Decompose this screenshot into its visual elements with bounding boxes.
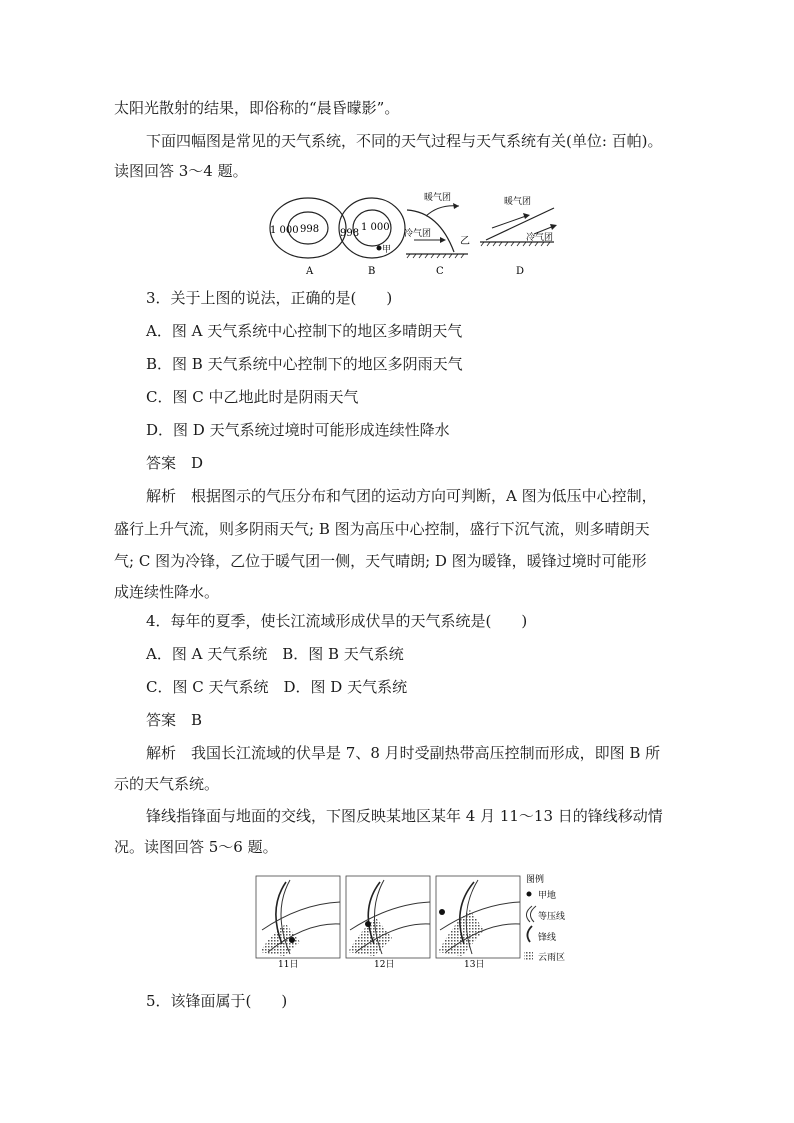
text-line: 下面四幅图是常见的天气系统，不同的天气过程与天气系统有关(单位: 百帕)。	[146, 132, 663, 150]
point-label: 甲	[382, 245, 392, 255]
day-label: 12日	[374, 960, 395, 970]
answer-4: 答案 B	[146, 711, 203, 729]
legend-label: 甲地	[538, 891, 557, 901]
isobar	[262, 902, 340, 930]
explanation-3: 解析 根据图示的气压分布和气团的运动方向可判断，A 图为低压中心控制，	[146, 487, 657, 505]
air-mass-label: 冷气团	[404, 229, 432, 239]
intro-5-6: 况。读图回答 5～6 题。	[114, 838, 278, 856]
text-line: 读图回答 3～4 题。	[114, 162, 248, 180]
legend-label: 等压线	[538, 912, 566, 922]
legend-front-icon	[527, 926, 532, 942]
legend-title: 图例	[526, 875, 545, 885]
isobar	[350, 902, 430, 930]
panel-day-13	[436, 876, 520, 970]
air-mass-label: 暖气团	[504, 197, 532, 207]
option-3d: D．图 D 天气系统过境时可能形成连续性降水	[146, 421, 450, 439]
isobar-label: 1 000	[361, 222, 390, 233]
legend-point-icon	[527, 892, 532, 897]
explanation-3: 盛行上升气流，则多阴雨天气; B 图为高压中心控制，盛行下沉气流，则多晴朗天	[114, 520, 650, 538]
option-3a: A．图 A 天气系统中心控制下的地区多晴朗天气	[146, 322, 463, 340]
isobar-label: 1 000	[270, 225, 299, 236]
question-5: 5．该锋面属于( )	[146, 992, 288, 1010]
option-3b: B．图 B 天气系统中心控制下的地区多阴雨天气	[146, 355, 463, 373]
point-jia	[365, 921, 371, 927]
text-line: 太阳光散射的结果，即俗称的“晨昏曚影”。	[114, 99, 400, 117]
explanation-4: 示的天气系统。	[114, 775, 220, 793]
legend-isobar-icon	[526, 906, 532, 922]
point-jia	[377, 246, 382, 251]
air-mass-label: 暖气团	[424, 193, 452, 203]
warm-air-arrow	[492, 216, 526, 228]
legend-label: 锋线	[538, 933, 557, 943]
panel-day-11	[256, 876, 340, 970]
figure-label: B	[368, 266, 376, 277]
question-3: 3．关于上图的说法，正确的是( )	[146, 289, 393, 307]
explanation-3: 气; C 图为冷锋，乙位于暖气团一侧，天气晴朗; D 图为暖锋，暖锋过境时可能形	[114, 552, 647, 570]
panel-day-12	[346, 876, 430, 970]
legend	[524, 873, 565, 963]
legend-label: 云雨区	[538, 953, 566, 963]
option-3c: C．图 C 中乙地此时是阴雨天气	[146, 388, 359, 406]
option-4ab: A．图 A 天气系统 B．图 B 天气系统	[146, 645, 404, 663]
isobar-label: 998	[340, 228, 360, 239]
point-jia	[289, 937, 295, 943]
ground-hatch	[407, 254, 464, 258]
day-label: 13日	[464, 960, 485, 970]
figure-label: C	[436, 266, 444, 277]
day-label: 11日	[278, 960, 299, 970]
point-jia	[439, 909, 445, 915]
explanation-3: 成连续性降水。	[114, 583, 220, 601]
figure-label: D	[516, 266, 525, 277]
isobar-label: 998	[300, 224, 320, 235]
legend-isobar-icon	[530, 906, 536, 922]
figure-label: A	[306, 266, 314, 277]
air-mass-label: 冷气团	[526, 233, 554, 243]
option-4cd: C．图 C 天气系统 D．图 D 天气系统	[146, 678, 408, 696]
intro-5-6: 锋线指锋面与地面的交线，下图反映某地区某年 4 月 11～13 日的锋线移动情	[146, 807, 663, 825]
question-4: 4．每年的夏季，使长江流域形成伏旱的天气系统是( )	[146, 612, 528, 630]
explanation-4: 解析 我国长江流域的伏旱是 7、8 月时受副热带高压控制而形成，即图 B 所	[146, 744, 661, 762]
front-movement-figure	[250, 868, 580, 974]
legend-rain-icon	[524, 952, 533, 960]
answer-3: 答案 D	[146, 454, 204, 472]
point-label: 乙	[460, 236, 470, 247]
weather-systems-figure	[264, 190, 564, 280]
